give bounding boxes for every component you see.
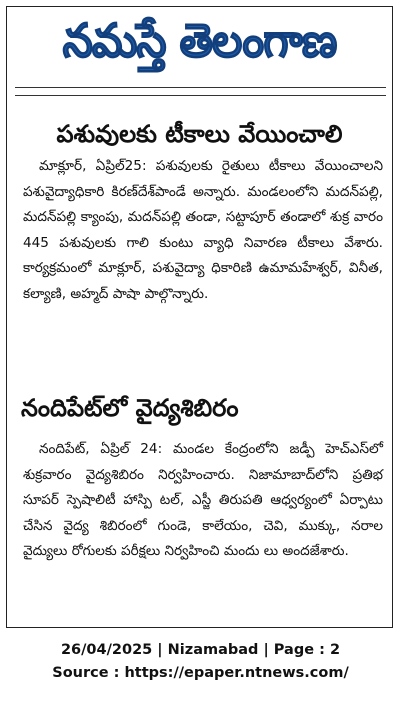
source-url: Source : https://epaper.ntnews.com/	[52, 665, 349, 681]
masthead-rule-top	[15, 87, 386, 88]
masthead-rule-bottom	[15, 95, 386, 96]
article2-body: నందిపేట్, ఏప్రిల్ 24: మండల కేంద్రంలోని జడ్పీ హెచ్ఎస్‌లో శుక్రవారం వైద్యశిబిరం నిర్వహించారు. నిజామాబాద్‌లోని ప్రతిభ సూపర్ స్పెషాలిటీ హాస్పి టల్, ఎస్జీ తిరుపతి ఆధ్వర్యంలో ఏర్పాటు చేసిన వైద్య శిబిరంలో గుండె, కాలేయం, చెవి, ముక్కు, నరాల వైద్యులు రోగులకు పరీక్షలు నిర్వహించి మందు లు అందజేశారు.	[23, 441, 383, 559]
article1-headline: పశువులకు టీకాలు వేయించాలి	[56, 120, 343, 148]
article2-headline: నందిపేట్‌లో వైద్యశిబిరం	[21, 394, 239, 422]
newspaper-clipping	[6, 6, 393, 628]
publication-info: 26/04/2025 | Nizamabad | Page : 2	[60, 642, 341, 658]
article1-body: మాక్లూర్, ఏప్రిల్25: పశువులకు రైతులు టీకాలు వేయించాలని పశువైద్యాధికారి కిరణ్‌దేశ్‌పాండే అన్నారు. మండలంలోని మదన్‌పల్లి, మదన్‌పల్లి క్యాంపు, మదన్‌పల్లి తండా, సట్టాపూర్ తండాలో శుక్ర వారం 445 పశువులకు గాలి కుంటు వ్యాధి నివారణ టీకాలు వేశారు. కార్యక్రమంలో మాక్లూర్, పశువైద్యా ధికారిణి ఉమామహేశ్వర్, వినీత, కల్యాణి, అహ్మద్ పాషా పాల్గొన్నారు.	[23, 158, 383, 302]
newspaper-masthead	[9, 11, 390, 83]
masthead-logo-text: నమస్తే తెలంగాణ	[62, 14, 337, 69]
